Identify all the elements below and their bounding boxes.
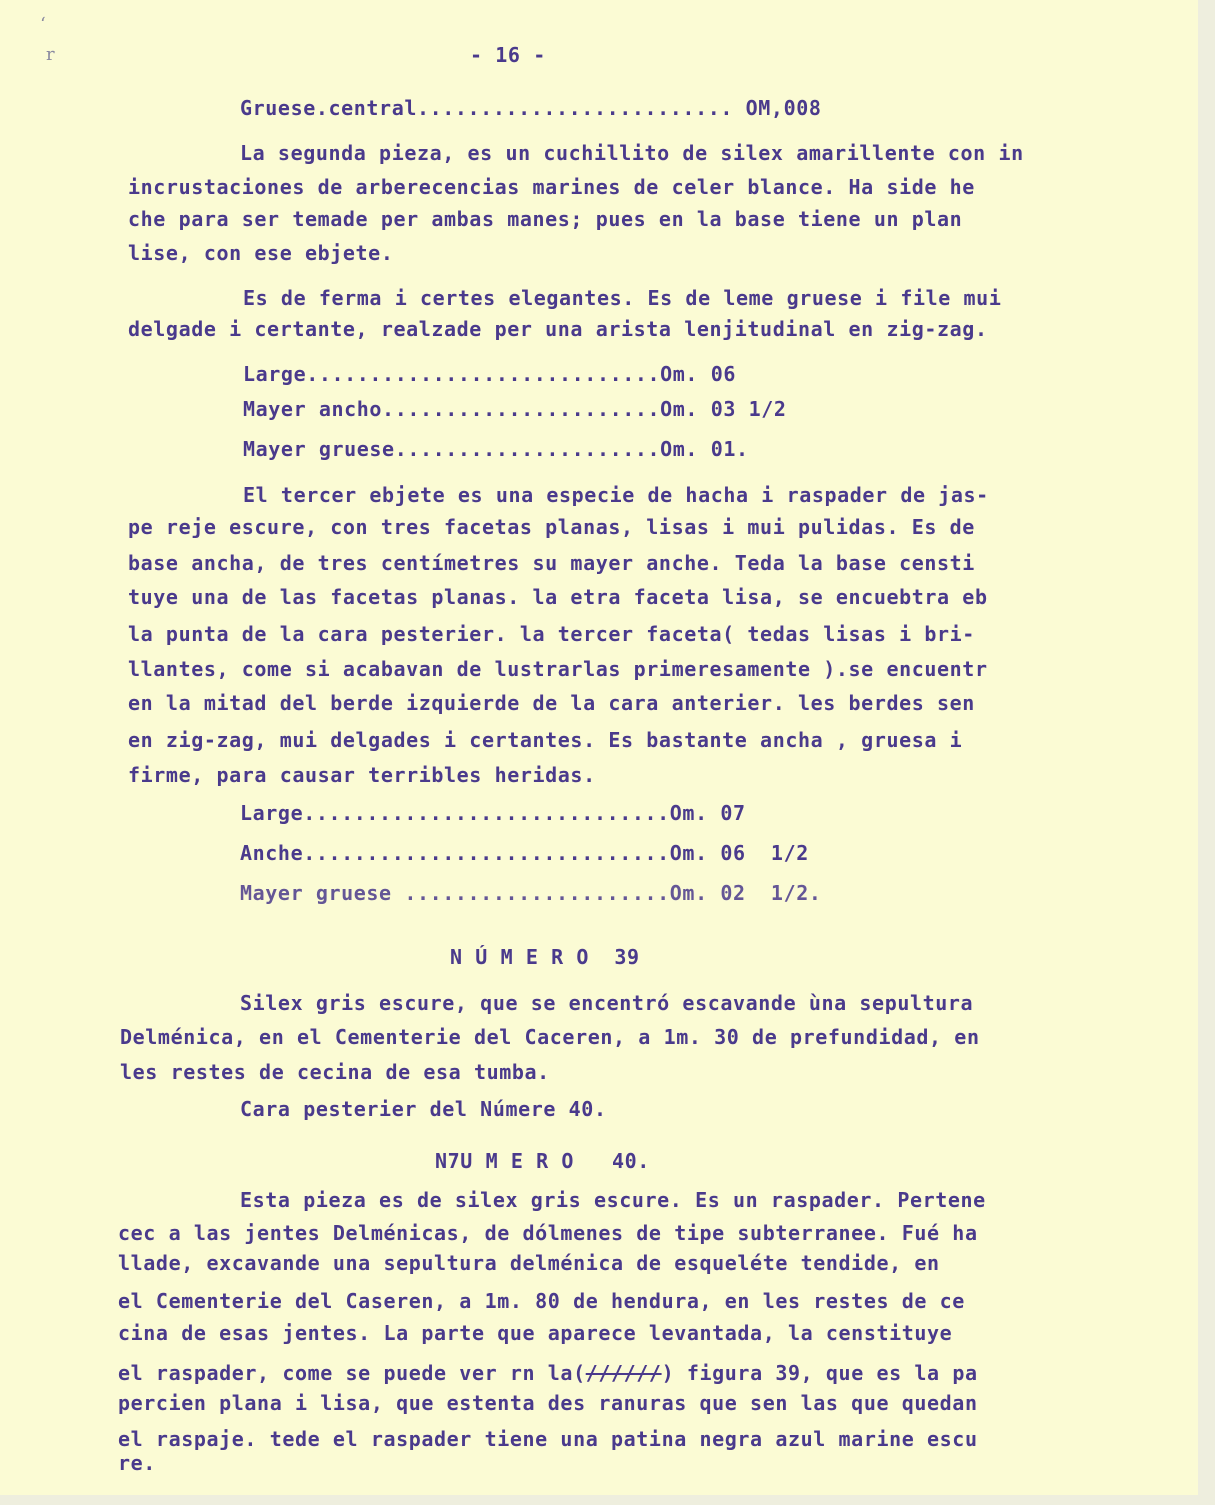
text-line: llantes, come si acabavan de lustrarlas primeresamente ).se encuentr xyxy=(128,657,988,681)
page-edge-right xyxy=(1198,0,1215,1505)
struck-out-text: ////// xyxy=(585,1361,662,1385)
text-line: Delménica, en el Cementerie del Caceren, a 1m. 30 de prefundidad, en xyxy=(120,1025,980,1049)
text-segment: el raspader, come se puede ver rn la( xyxy=(118,1361,586,1385)
measurement-line: Mayer gruese .....................Om. 02 1/2. xyxy=(240,881,822,905)
text-line: en la mitad del berde izquierde de la cara anterier. les berdes sen xyxy=(128,691,975,715)
text-segment: ) figura 39, que es la pa xyxy=(661,1361,978,1385)
measurement-line: Large............................Om. 06 xyxy=(243,362,736,386)
text-line xyxy=(118,1360,978,1386)
measurement-line: Large.............................Om. 07 xyxy=(240,801,746,825)
text-line: el Cementerie del Caseren, a 1m. 80 de hendura, en les restes de ce xyxy=(118,1289,965,1313)
text-line: Silex gris escure, que se encentró escavande ùna sepultura xyxy=(240,991,974,1015)
text-line: cec a las jentes Delménicas, de dólmenes de tipe subterranee. Fué ha xyxy=(118,1221,978,1245)
page-edge-bottom xyxy=(0,1495,1215,1505)
text-line: la punta de la cara pesterier. la tercer faceta( tedas lisas i bri- xyxy=(128,622,975,646)
text-line: tuye una de las facetas planas. la etra faceta lisa, se encuebtra eb xyxy=(128,585,988,609)
text-line: base ancha, de tres centímetres su mayer anche. Teda la base censti xyxy=(128,551,975,575)
text-line: El tercer ebjete es una especie de hacha i raspader de jas- xyxy=(243,483,989,507)
measurement-line: Mayer ancho......................Om. 03 1/2 xyxy=(243,397,787,421)
margin-mark: ʻ xyxy=(40,14,46,35)
text-line: les restes de cecina de esa tumba. xyxy=(120,1060,550,1084)
margin-mark: r xyxy=(46,44,55,65)
text-line: Gruese.central......................... OM,008 xyxy=(240,96,822,120)
text-line: incrustaciones de arberecencias marines de celer blance. Ha side he xyxy=(128,175,975,199)
text-line: che para ser temade per ambas manes; pues en la base tiene un plan xyxy=(128,207,963,231)
measurement-line: Anche.............................Om. 06 1/2 xyxy=(240,841,809,865)
text-line: Esta pieza es de silex gris escure. Es un raspader. Pertene xyxy=(240,1188,986,1212)
text-line: pe reje escure, con tres facetas planas, lisas i mui pulidas. Es de xyxy=(128,515,975,539)
text-line: el raspaje. tede el raspader tiene una patina negra azul marine escu xyxy=(118,1427,978,1451)
text-line: percien plana i lisa, que estenta des ranuras que sen las que quedan xyxy=(118,1391,978,1415)
text-line: llade, excavande una sepultura delménica de esqueléte tendide, en xyxy=(118,1251,940,1275)
text-line: lise, con ese ebjete. xyxy=(128,241,394,265)
text-line: firme, para causar terribles heridas. xyxy=(128,763,596,787)
page-number: - 16 - xyxy=(470,43,546,67)
section-heading: N7U M E R O 40. xyxy=(435,1149,650,1173)
text-line: Es de ferma i certes elegantes. Es de leme gruese i file mui xyxy=(243,286,1002,310)
text-line: delgade i certante, realzade per una arista lenjitudinal en zig-zag. xyxy=(128,317,988,341)
text-line: re. xyxy=(118,1451,156,1475)
text-line: La segunda pieza, es un cuchillito de silex amarillente con in xyxy=(240,141,1024,165)
section-heading: N Ú M E R O 39 xyxy=(450,945,640,969)
text-line: en zig-zag, mui delgades i certantes. Es bastante ancha , gruesa i xyxy=(128,728,963,752)
text-line: Cara pesterier del Númere 40. xyxy=(240,1097,607,1121)
measurement-line: Mayer gruese.....................Om. 01. xyxy=(243,437,749,461)
text-line: cina de esas jentes. La parte que aparece levantada, la censtituye xyxy=(118,1321,953,1345)
